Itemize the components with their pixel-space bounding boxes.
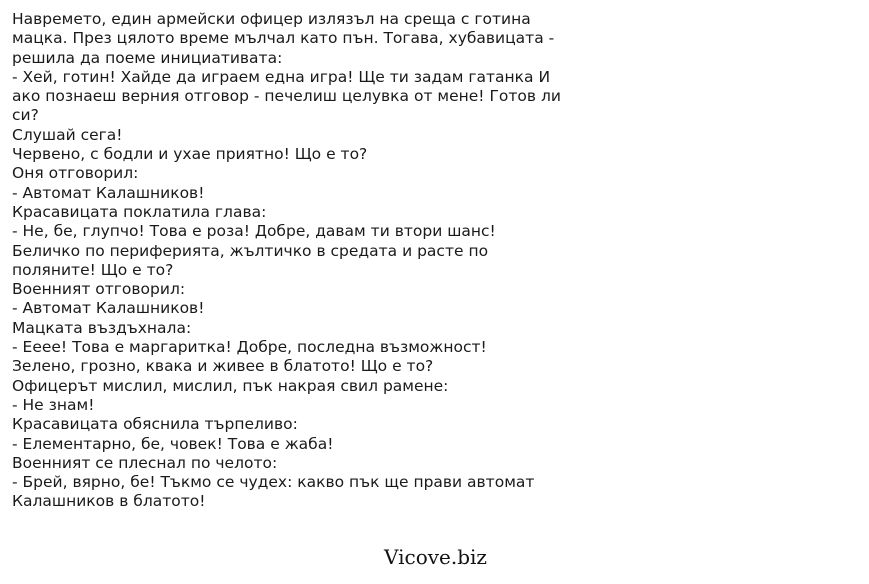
joke-line-challenge: - Хей, готин! Хайде да играем една игра! Ще ти задам гатанка И ако познаеш верния отговор - печелиш целувка от мене! Готов ли си?	[12, 67, 561, 125]
joke-line-answer-3: - Не знам!	[12, 395, 95, 414]
joke-line-reaction-3: Красавицата обяснила търпеливо:	[12, 415, 298, 434]
joke-line-riddle-2: Беличко по периферията, жълтичко в средата и расте по поляните! Що е то?	[12, 241, 489, 279]
joke-line-reaction-2: Мацката въздъхнала:	[12, 318, 192, 337]
joke-line-reaction-1: Красавицата поклатила глава:	[12, 202, 267, 221]
joke-line-riddle-3: Зелено, грозно, квака и живее в блатото! Що е то?	[12, 357, 434, 376]
site-watermark: Vicove.biz	[384, 545, 487, 569]
joke-line-punchline: - Брей, вярно, бе! Тъкмо се чудех: какво пък ще прави автомат Калашников в блатото!	[12, 473, 535, 511]
joke-line-answer-1: - Автомат Калашников!	[12, 183, 205, 202]
joke-line-answer-2: - Автомат Калашников!	[12, 299, 205, 318]
joke-line-realization: Военният се плеснал по челото:	[12, 453, 278, 472]
joke-line-correction-2: - Ееее! Това е маргаритка! Добре, последна възможност!	[12, 338, 487, 357]
joke-line-reply-intro-2: Военният отговорил:	[12, 280, 186, 299]
joke-line-correction-3: - Елементарно, бе, човек! Това е жаба!	[12, 434, 334, 453]
joke-line-reply-intro-1: Оня отговорил:	[12, 164, 139, 183]
joke-line-correction-1: - Не, бе, глупчо! Това е роза! Добре, давам ти втори шанс!	[12, 222, 496, 241]
joke-text	[12, 10, 572, 512]
joke-line-riddle-1: Червено, с бодли и ухае приятно! Що е то?	[12, 145, 368, 164]
joke-line-intro: Навремето, един армейски офицер излязъл на среща с готина мацка. През цялото време мълчал като пън. Тогава, хубавицата - решила да поеме инициативата:	[12, 10, 555, 67]
joke-line-reply-intro-3: Офицерът мислил, мислил, пък накрая свил рамене:	[12, 376, 449, 395]
joke-line-listen: Слушай сега!	[12, 125, 123, 144]
